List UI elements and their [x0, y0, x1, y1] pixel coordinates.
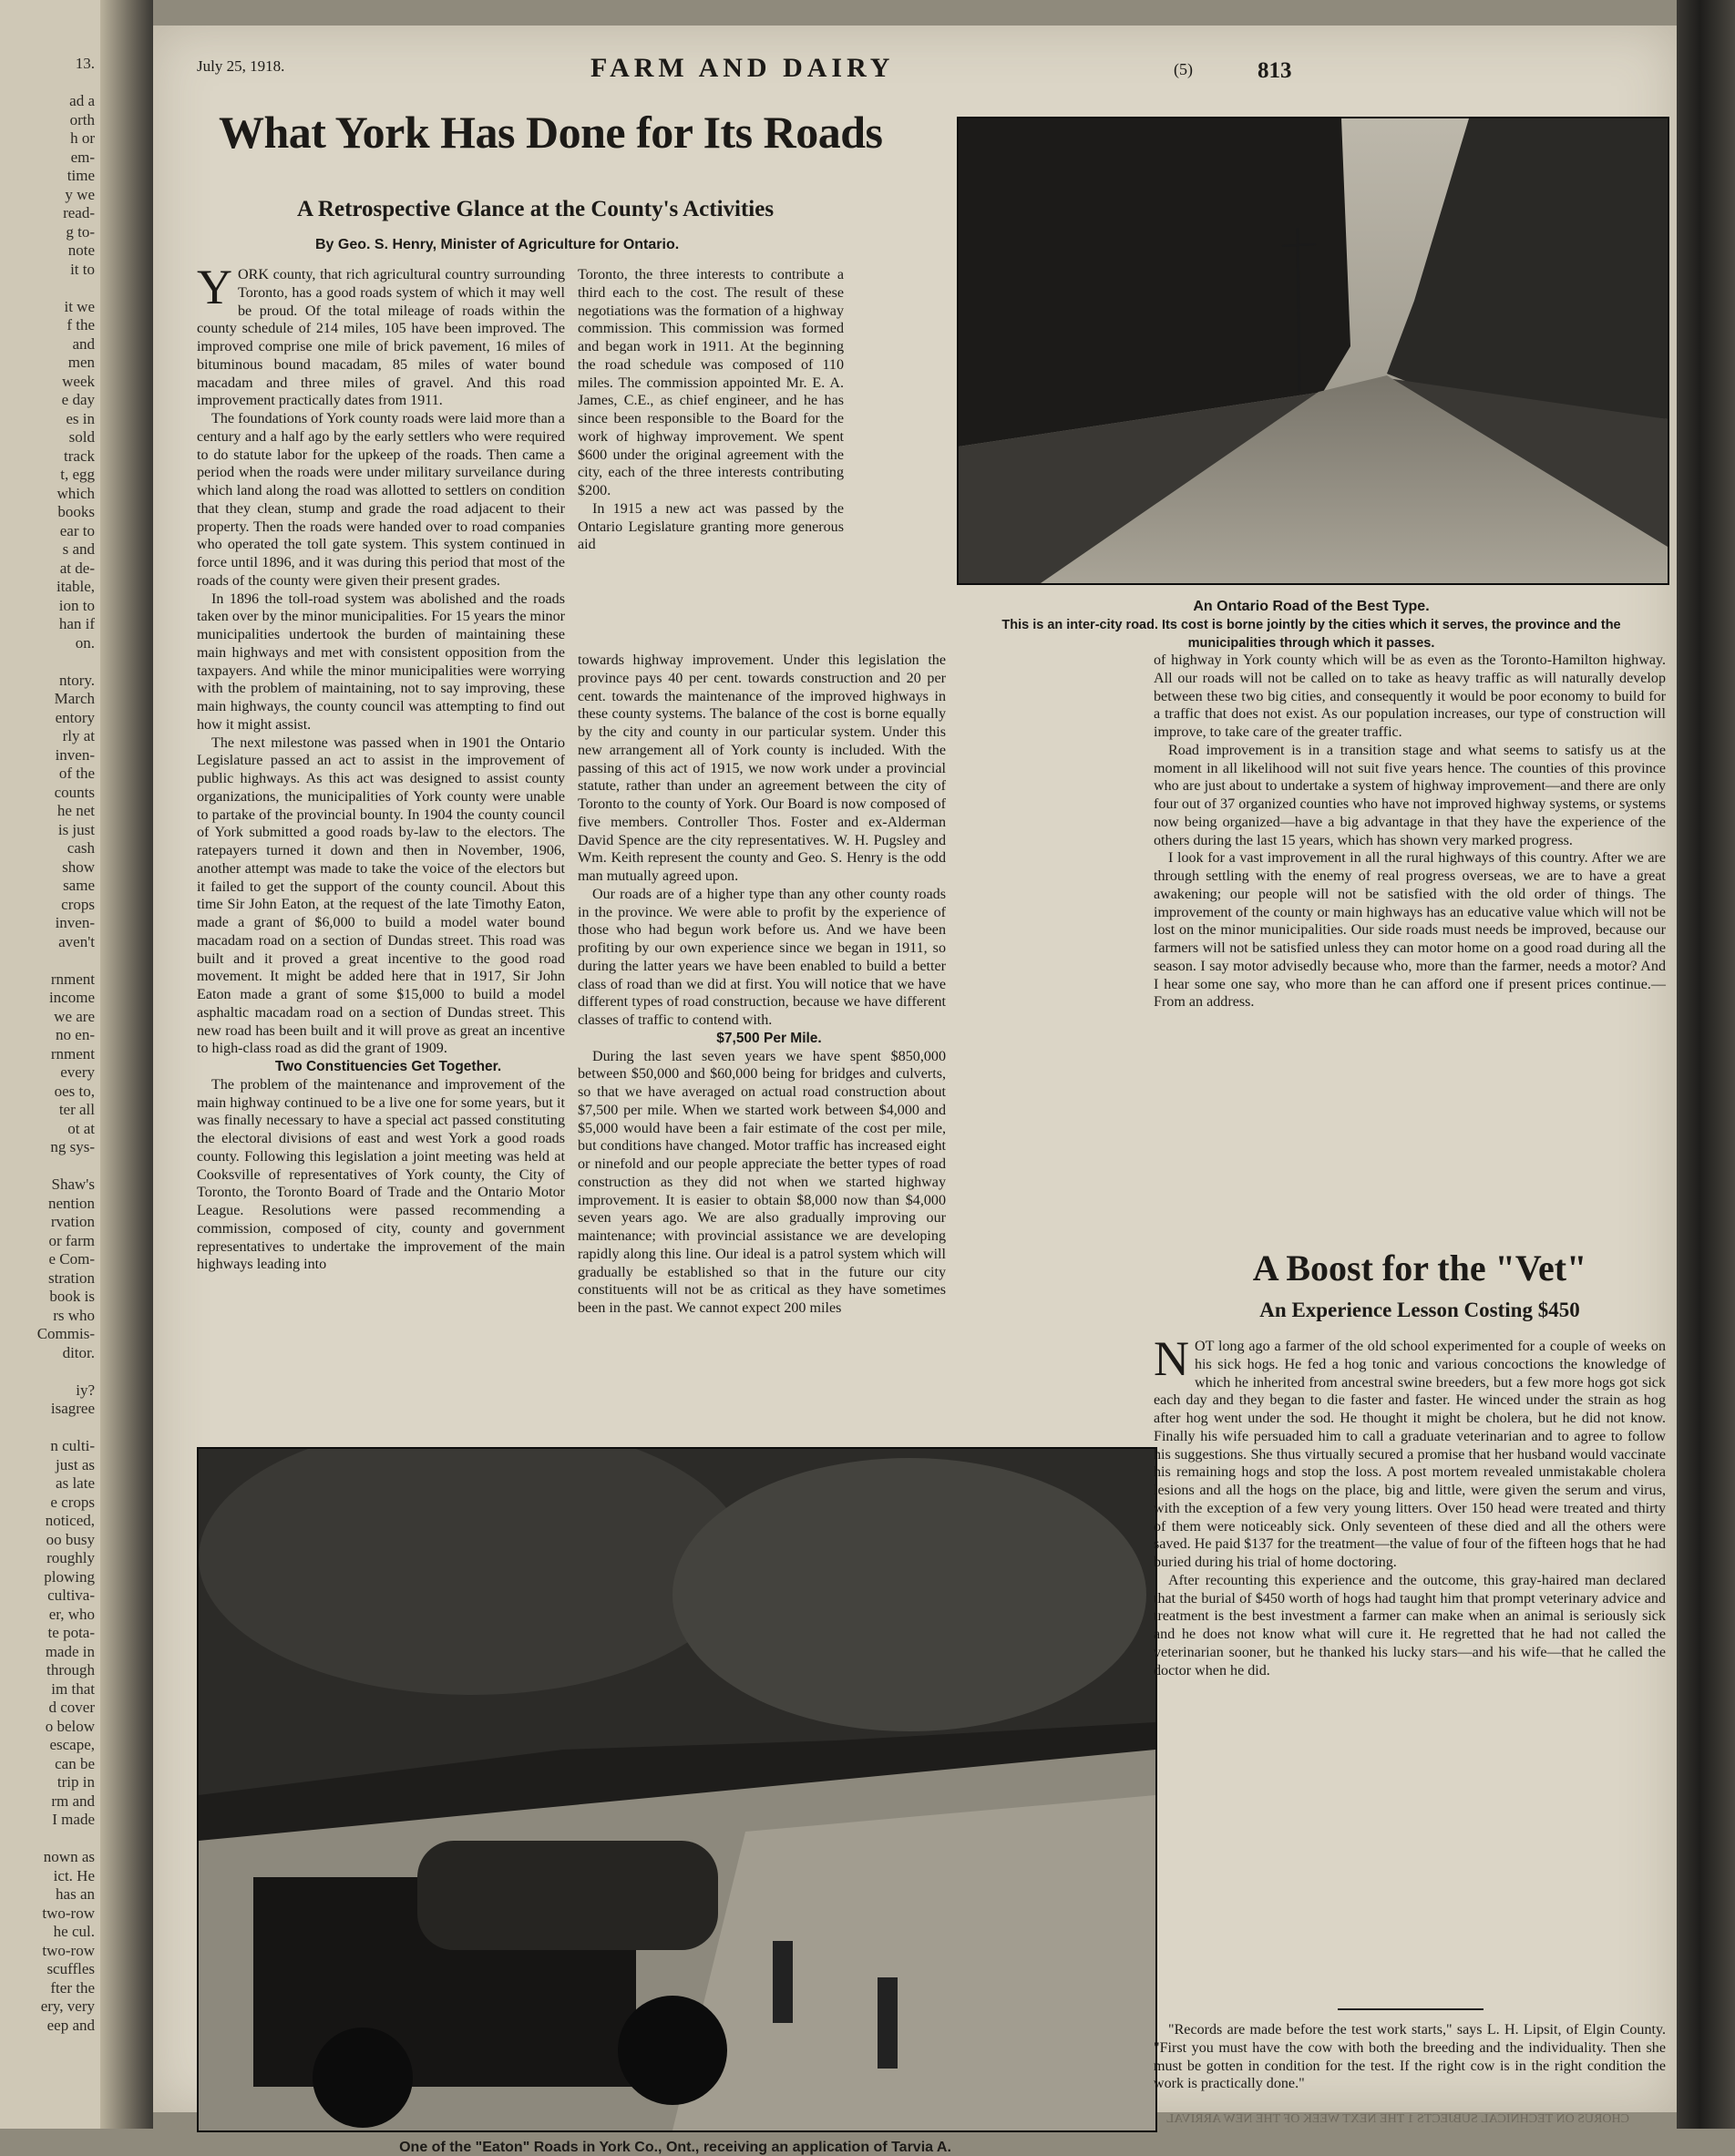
previous-page-fragment: on.: [75, 633, 95, 652]
previous-page-fragment: roughly: [46, 1549, 95, 1566]
previous-page-fragment: es in: [66, 409, 95, 427]
previous-page-fragment: of the: [58, 765, 95, 782]
previous-page-fragment: n culti-: [50, 1437, 95, 1454]
previous-page-fragment: track: [64, 447, 95, 465]
previous-page-fragment: h or: [70, 129, 95, 147]
tarvia-truck-photo-image: [199, 1449, 1155, 2130]
previous-page-fragment: he cul.: [53, 1923, 95, 1940]
road-photo-caption-title: An Ontario Road of the Best Type.: [1193, 599, 1430, 614]
previous-page-fragment: it to: [70, 260, 95, 278]
previous-page-fragment: rnment: [50, 970, 95, 988]
previous-page-fragment: March: [54, 690, 95, 707]
previous-page-fragment: every: [60, 1063, 95, 1081]
article-paragraph: of highway in York county which will be as even as the Toronto-Hamilton highway. All our roads will not be called on to take as heavy traffic as will naturally develop between these two big cities, and consequently it would be poor economy to build for a traffic that does not exist. As our population increases, our type of construction will improve, to take care of the greater traffic.: [1154, 652, 1666, 740]
previous-page-fragment: ditor.: [62, 1343, 95, 1361]
article-paragraph: ORK county, that rich agricultural country surrounding Toronto, has a good roads system of which it may well be proud. Of the total mileage of roads within the county schedule of 214 miles, 105 have been improved. The improved comprise one mile of brick pavement, 16 miles of bituminous bound macadam, 85 miles of water bound macadam and three miles of gravel. And this road improvement practically dates from 1911.: [197, 267, 565, 409]
tarvia-photo-caption: One of the "Eaton" Roads in York Co., Ont., receiving an application of Tarvia A.: [399, 2140, 951, 2155]
previous-page-fragment: s and: [62, 540, 95, 558]
previous-page-fragment: ict. He: [53, 1866, 95, 1884]
previous-page-fragment: at de-: [59, 559, 95, 577]
previous-page-fragment: te pota-: [47, 1624, 95, 1641]
article-paragraph: towards highway improvement. Under this legislation the province pays 40 per cent. towards construction and 20 per cent. towards the maintenance of the improved highways in these county systems. The balance of the cost is borne equally by the city and county in our particular system. Under this new arrangement all of York county is included. With the passing of this act of 1915, we now work under a provincial statute, rather than under an agreement between the city of Toronto to the county of York. Our Board is now composed of five members. Controller Thos. Foster and ex-Alderman David Spence are the city representatives. W. H. Pugsley and Wm. Keith represent the county and Geo. S. Henry is the odd man mutually agreed upon.: [578, 652, 946, 884]
previous-page-fragment: book is: [49, 1288, 95, 1305]
previous-page-fragment: f the: [67, 316, 95, 334]
road-photo-caption: [957, 598, 1666, 652]
previous-page-fragment: same: [63, 877, 95, 894]
previous-page-fragment: show: [62, 857, 95, 876]
previous-page-fragment: note: [67, 241, 95, 259]
road-photo-caption-text: This is an inter-city road. Its cost is borne jointly by the cities which it serves, the province and the municipalities through which it passes.: [1001, 618, 1621, 651]
article-paragraph: The foundations of York county roads were laid more than a century and a half ago by the early settlers who were required to do statute labor for the upkeep of the roads. Then came a period when the roads were under military surveilance during which land along the road was allotted to settlers on condition that they clean, stump and grade the road adjacent to their property. Then the roads were handed over to road companies who operated the toll gate system. This system continued in force until 1896, and it was during this period that most of the roads of the county were given their present grades.: [197, 411, 565, 589]
previous-page-fragment: ng sys-: [50, 1138, 95, 1155]
previous-page-fragment: ery, very: [40, 1997, 95, 2015]
previous-page-fragment: oes to,: [54, 1082, 95, 1100]
previous-page-fragment: itable,: [56, 578, 95, 595]
previous-page-fragment: cash: [67, 839, 95, 857]
previous-page-fragment: plowing: [44, 1567, 95, 1586]
article-byline: By Geo. S. Henry, Minister of Agriculture for Ontario.: [315, 237, 680, 252]
previous-page-fragment: orth: [69, 110, 95, 128]
previous-page-fragment: y we: [65, 185, 95, 203]
article-paragraph: The problem of the maintenance and improvement of the main highway continued to be a live one for some years, but it was finally necessary to have a special act passed constituting the electoral divisions of east and west York a good roads county. Following this legislation a joint meeting was held at Cooksville of representatives of York county, the City of Toronto, the Toronto Board of Trade and the Ontario Motor League. Resolutions were passed recommending a commission, composed of city, county and government representatives to undertake the improvement of the main highways leading into: [197, 1076, 565, 1273]
article-paragraph: Toronto, the three interests to contribute a third each to the cost. The result of these negotiations was the formation of a highway commission. This commission was formed and began work in 1911. At the beginning the road schedule was composed of 110 miles. The commission appointed Mr. E. A. James, C.E., as chief engineer, and he has since been responsible to the Board for the work of highway improvement. We spent $600 under the original agreement with the city, each of the three interests contributing $200.: [578, 267, 844, 498]
previous-page-fragment: rnment: [50, 1044, 95, 1063]
previous-page-strip: [0, 0, 153, 2129]
previous-page-fragment: ot at: [67, 1119, 95, 1137]
previous-page-fragment: ion to: [58, 596, 95, 614]
previous-page-fragment: through: [46, 1661, 95, 1679]
previous-page-fragment: which: [56, 484, 95, 502]
previous-page-fragment: noticed,: [45, 1512, 95, 1529]
masthead-title: FARM AND DAIRY: [590, 53, 895, 83]
previous-page-fragment: men: [67, 354, 95, 371]
article-paragraph: I look for a vast improvement in all the rural highways of this country. After we are through settling with the enemy of real progress overseas, we are to have a great awakening; our people will not be satisfied with the old order of things. The improvement of the county or main highways has an educative value which will not be lost on the minor municipalities. Our side roads must needs be improved, because our farmers will not be satisfied unless they can motor home on a good road during all the season. I say motor advisedly because who, more than the farmer, needs a motor? And I hear some one say, who more than he can afford one if present prices continue.—From an address.: [1154, 850, 1666, 1011]
article-paragraph: Our roads are of a higher type than any other county roads in the province. We were able to profit by the experience of those who had begun work before us. And we have been profiting by our own experience since we began in 1911, so during the latter years we have been enabled to build a better class of road than we did at first. You will notice that we have different types of road construction, because we have different classes of traffic to contend with.: [578, 886, 946, 1028]
vet-article-body: [1154, 1331, 1666, 1679]
previous-page-fragment: ear to: [59, 521, 95, 539]
article-paragraph: In 1896 the toll-road system was abolished and the roads taken over by the minor municipalities. For 15 years the minor municipalities undertook the burden of maintaining these main highways and met with consistent opposition from the taxpayers. And while the minor municipalities were worrying with the problem of maintaining, not to say improving, these main highways, the county council was attempting to find out how it might assist.: [197, 590, 565, 733]
previous-page-fragment: o below: [45, 1717, 95, 1735]
previous-page-fragment: escape,: [49, 1736, 95, 1753]
previous-page-fragment: eep and: [46, 2016, 95, 2034]
previous-page-fragment: trip in: [56, 1773, 95, 1791]
vet-article-subtitle: An Experience Lesson Costing $450: [1259, 1299, 1580, 1321]
article-column-1: [197, 260, 565, 1274]
previous-page-fragment: fter the: [50, 1978, 95, 1997]
previous-page-fragment: inven-: [55, 914, 95, 931]
article-column-2: [578, 652, 946, 1318]
section-divider: [1338, 2008, 1483, 2010]
previous-page-fragment: cultiva-: [47, 1586, 95, 1604]
previous-page-fragment: or farm: [48, 1231, 95, 1249]
article-paragraph: The next milestone was passed when in 1901 the Ontario Legislature passed an act to assist in the improvement of public highways. As this act was designed to assist county organizations, the municipalities of York county were unable to partake of the provincial bounty. In 1904 the county council of York submitted a good roads by-law to the electors. The ratepayers turned it down and then in November, 1906, another attempt was made to take the voice of the electors but it failed to get the support of the county council. About this time Sir John Eaton, at the request of the late Timothy Eaton, made a grant of $6,000 to build a model water bound macadam road on a section of Dundas street. This road was built and it proved a great incentive to the good road movement. It might be added here that in 1917, Sir John Eaton made a grant of some $15,000 to build a model asphaltic macadam road on a section of Dundas street. This new road has been built and it will prove as great an incentive to high-class road as did the grant of 1909.: [197, 734, 565, 1057]
previous-page-fragment: just as: [56, 1455, 95, 1473]
article-subhead: Two Constituencies Get Together.: [274, 1059, 502, 1074]
previous-page-fragment: oo busy: [46, 1530, 95, 1548]
previous-page-fragment: is just: [57, 820, 95, 838]
previous-page-fragment: rm and: [51, 1792, 95, 1810]
road-photo: [957, 117, 1669, 585]
newspaper-page: [153, 26, 1677, 2155]
article-column-3: [1154, 652, 1666, 1011]
previous-page-fragment: and: [72, 334, 95, 353]
article-dropcap: Y: [197, 260, 232, 314]
previous-page-fragment: scuffles: [46, 1960, 95, 1977]
vet-dropcap: N: [1154, 1331, 1189, 1386]
previous-page-fragment: sold: [68, 428, 95, 446]
previous-page-fragment: ter all: [58, 1101, 95, 1118]
previous-page-fragment: has an: [56, 1885, 95, 1903]
previous-page-fragment: e crops: [50, 1493, 95, 1511]
records-quote-text: "Records are made before the test work starts," says L. H. Lipsit, of Elgin County. "First you must have the cow with both the breeding and the individuality. Then she must be gotten in condition for the test. If the right cow is in the right condition the work is practically done.": [1154, 2022, 1666, 2092]
previous-page-fragment: time: [67, 167, 95, 184]
previous-page-fragment: e day: [61, 391, 95, 408]
previous-page-fragment: ntory.: [58, 671, 95, 689]
book-gutter: [100, 0, 153, 2129]
previous-page-fragment: em-: [70, 148, 95, 166]
previous-page-fragment: im that: [51, 1679, 95, 1698]
previous-page-fragment: no en-: [56, 1026, 95, 1043]
previous-page-fragment: t, egg: [60, 466, 95, 483]
previous-page-fragment: he net: [56, 802, 95, 819]
previous-page-fragment: entory: [55, 708, 95, 726]
header-page-marker: (5): [1174, 60, 1193, 78]
article-subhead: $7,500 Per Mile.: [716, 1030, 822, 1046]
previous-page-fragment: d cover: [48, 1699, 95, 1716]
previous-page-fragment: er, who: [48, 1605, 95, 1623]
tarvia-truck-photo: [197, 1447, 1157, 2132]
vet-article-title: A Boost for the "Vet": [1252, 1247, 1587, 1288]
article-paragraph: Road improvement is in a transition stage and what seems to satisfy us at the moment in all likelihood will not suit five years hence. The counties of this province who are just about to undertake a system of highway improvement—and there are only four out of 37 organized counties who have not improved highway systems, or systems now being organized—have a big advantage in that they have the experience of the others during the last 15 years, which has shown very marked progress.: [1154, 742, 1666, 848]
previous-page-fragment: rs who: [53, 1306, 95, 1324]
previous-page-fragment: aven't: [58, 932, 95, 950]
article-paragraph: During the last seven years we have spent $850,000 between $50,000 and $60,000 being for bridges and culverts, so that we have averaged on actual road construction about $7,500 per mile. When we started work between $4,000 and $5,000 would have been a fair estimate of the cost per mile, but conditions have changed. Motor traffic has increased eight or ninefold and our people appreciate the better types of road construction as they did not when we started highway improvement. It is easier to obtain $8,000 now than $4,000 seven years ago. We are also gradually improving our maintenance; with provincial assistance we are developing rapidly along this line. Our ideal is a patrol system which will gradually be established so that in the future our city constituents will not be as critical as they have sometimes been in the past. We cannot expect 200 miles: [578, 1048, 946, 1316]
previous-page-fragment: as late: [56, 1474, 95, 1492]
previous-page-fragment: two-row: [42, 1941, 95, 1959]
previous-page-fragment: ad a: [69, 92, 95, 109]
previous-page-fragment: can be: [55, 1754, 95, 1772]
previous-page-fragment: week: [62, 372, 95, 390]
previous-page-fragment: han if: [58, 615, 95, 632]
previous-page-fragment: we are: [54, 1007, 95, 1025]
article-paragraph: In 1915 a new act was passed by the Ontario Legislature granting more generous aid: [578, 500, 844, 553]
records-quote: [1154, 2021, 1666, 2093]
previous-page-fragment: rly at: [62, 727, 95, 744]
previous-page-fragment: books: [57, 503, 95, 520]
article-subtitle: A Retrospective Glance at the County's Activities: [297, 197, 775, 221]
previous-page-fragment: inven-: [55, 745, 95, 764]
previous-page-fragment: counts: [54, 783, 95, 801]
road-photo-image: [959, 118, 1668, 583]
previous-page-fragment: iy?: [76, 1381, 95, 1399]
vet-paragraph: OT long ago a farmer of the old school experimented for a couple of weeks on his sick hogs. He fed a hog tonic and various concoctions the knowledge of which he inherited from ancestral swine breeders, but a few more hogs got sick each day and they began to die faster and faster. He winced under the strain as hog after hog went under the sod. He thought it might be cholera, but he did not know. Finally his wife persuaded him to call a graduate veterinarian and to agree to follow his suggestions. She thus virtually secured a promise that her husband would vaccinate his remaining hogs and stop the loss. A post mortem revealed unmistakable cholera lesions and all the hogs on the place, big and little, were given the serum and virus, with the exception of a few very young litters. Over 150 head were treated and thirty of them were noticeably sick. Only seventeen of these died and all the others were saved. He paid $137 for the treatment—the value of four of the fifteen hogs that he had buried during his trial of home doctoring.: [1154, 1339, 1666, 1570]
previous-page-fragment: nention: [48, 1194, 95, 1212]
page-number: 813: [1258, 58, 1292, 83]
previous-page-fragment: made in: [45, 1642, 95, 1660]
article-column-2-top: [578, 266, 844, 554]
previous-page-fragment: 13.: [75, 55, 95, 72]
previous-page-fragment: I made: [52, 1811, 95, 1828]
previous-page-fragment: Shaw's: [51, 1176, 95, 1193]
right-page-edge: [1677, 0, 1735, 2129]
previous-page-fragment: crops: [61, 895, 95, 913]
previous-page-fragment: two-row: [42, 1904, 95, 1922]
previous-page-fragment: g to-: [66, 222, 95, 241]
previous-page-fragment: income: [48, 989, 95, 1006]
previous-page-fragment: Commis-: [36, 1325, 95, 1342]
previous-page-fragment: read-: [63, 204, 95, 221]
previous-page-fragment: nown as: [43, 1848, 95, 1865]
article-title: What York Has Done for Its Roads: [219, 107, 883, 158]
previous-page-fragment: stration: [48, 1268, 95, 1287]
vet-paragraph: After recounting this experience and the outcome, this gray-haired man declared that the burial of $450 worth of hogs had taught him that prompt veterinary advice and treatment is the best investment a farmer can make when an animal is seriously sick and he does not know what will cure it. He regretted that he had not called the veterinarian sooner, but he thanked his lucky stars—and his wife—that he called the doctor when he did.: [1154, 1572, 1666, 1679]
header-date: July 25, 1918.: [197, 57, 285, 75]
bleed-through-text: CHORUS ON TECHNICAL SUBJECTS 1 THE NEXT WEEK OF THE NEW ARRIVAL: [1165, 2112, 1629, 2126]
previous-page-fragment: isagree: [50, 1400, 95, 1417]
previous-page-fragment: rvation: [50, 1213, 95, 1230]
previous-page-fragment: it we: [64, 297, 95, 315]
previous-page-fragment: e Com-: [48, 1250, 95, 1268]
